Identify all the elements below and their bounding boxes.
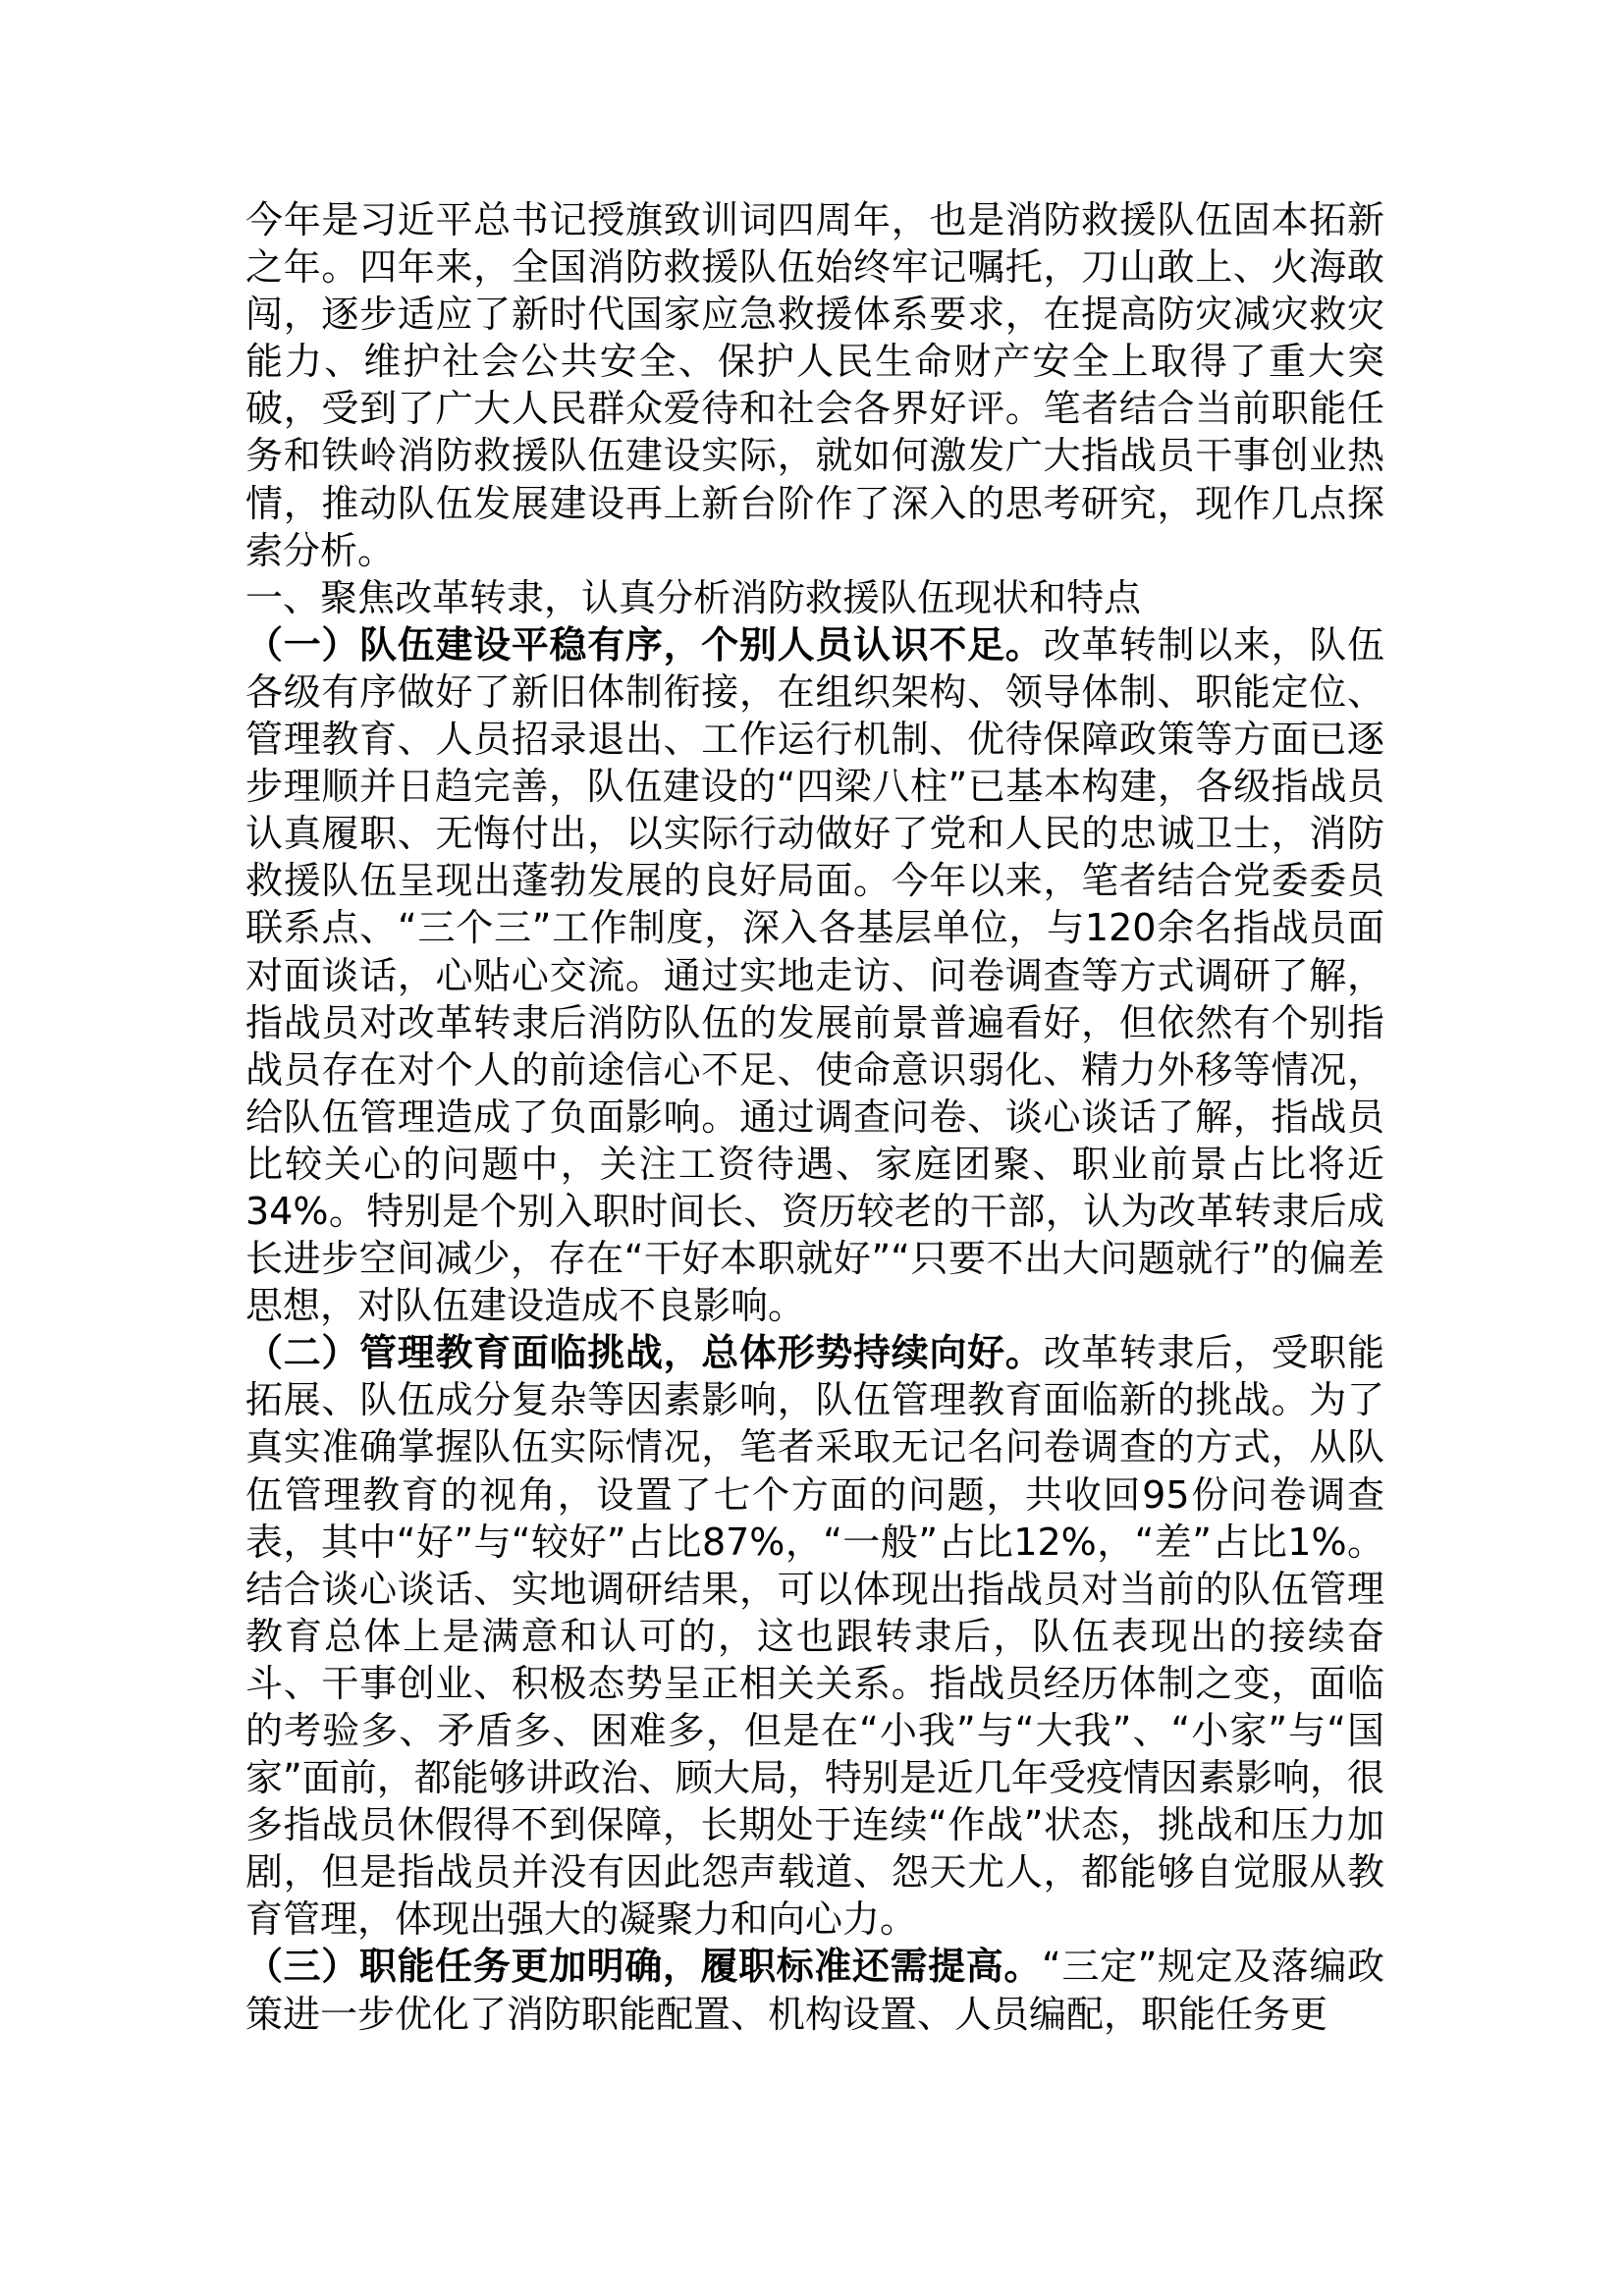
intro-paragraph: 今年是习近平总书记授旗致训词四周年，也是消防救援队伍固本拓新之年。四年来，全国消防救援队伍始终牢记嘱托，刀山敢上、火海敢闯，逐步适应了新时代国家应急救援体系要求，在提高防灾减灾救灾能力、维护社会公共安全、保护人民生命财产安全上取得了重大突破，受到了广大人民群众爱待和社会各界好评。笔者结合当前职能任务和铁岭消防救援队伍建设实际，就如何激发广大指战员干事创业热情，推动队伍发展建设再上新台阶作了深入的思考研究，现作几点探索分析。 <box>245 198 1384 572</box>
document-body <box>245 196 1384 2038</box>
subsection-title-1: （一）队伍建设平稳有序，个别人员认识不足。 <box>245 622 1044 667</box>
subsection-body-2: 改革转隶后，受职能拓展、队伍成分复杂等因素影响，队伍管理教育面临新的挑战。为了真实准确掌握队伍实际情况，笔者采取无记名问卷调查的方式，从队伍管理教育的视角，设置了七个方面的问题，共收回95份问卷调查表，其中“好”与“较好”占比87%，“一般”占比12%，“差”占比1%。结合谈心谈话、实地调研结果，可以体现出指战员对当前的队伍管理教育总体上是满意和认可的，这也跟转隶后，队伍表现出的接续奋斗、干事创业、积极态势呈正相关关系。指战员经历体制之变，面临的考验多、矛盾多、困难多，但是在“小我”与“大我”、“小家”与“国家”面前，都能够讲政治、顾大局，特别是近几年受疫情因素影响，很多指战员休假得不到保障，长期处于连续“作战”状态，挑战和压力加剧，但是指战员并没有因此怨声载道、怨天尤人，都能够自觉服从教育管理，体现出强大的凝聚力和向心力。 <box>245 1331 1384 1942</box>
section-heading-1: 一、聚焦改革转隶，认真分析消防救援队伍现状和特点 <box>245 575 1142 619</box>
subsection-paragraph-3 <box>245 1943 1384 2037</box>
subsection-paragraph-2 <box>245 1329 1384 1943</box>
subsection-paragraph-1 <box>245 621 1384 1329</box>
subsection-title-3: （三）职能任务更加明确，履职标准还需提高。 <box>245 1945 1043 1989</box>
subsection-body-1: 改革转制以来，队伍各级有序做好了新旧体制衔接，在组织架构、领导体制、职能定位、管理教育、人员招录退出、工作运行机制、优待保障政策等方面已逐步理顺并日趋完善，队伍建设的“四梁八柱”已基本构建，各级指战员认真履职、无悔付出，以实际行动做好了党和人民的忠诚卫士，消防救援队伍呈现出蓬勃发展的良好局面。今年以来，笔者结合党委委员联系点、“三个三”工作制度，深入各基层单位，与120余名指战员面对面谈话，心贴心交流。通过实地走访、问卷调查等方式调研了解，指战员对改革转隶后消防队伍的发展前景普遍看好，但依然有个别指战员存在对个人的前途信心不足、使命意识弱化、精力外移等情况，给队伍管理造成了负面影响。通过调查问卷、谈心谈话了解，指战员比较关心的问题中，关注工资待遇、家庭团聚、职业前景占比将近34%。特别是个别入职时间长、资历较老的干部，认为改革转隶后成长进步空间减少，存在“干好本职就好”“只要不出大问题就行”的偏差思想，对队伍建设造成不良影响。 <box>245 622 1384 1328</box>
subsection-body-3: “三定”规定及落编政策进一步优化了消防职能配置、机构设置、人员编配，职能任务更 <box>245 1945 1384 2036</box>
subsection-title-2: （二）管理教育面临挑战，总体形势持续向好。 <box>245 1331 1044 1375</box>
